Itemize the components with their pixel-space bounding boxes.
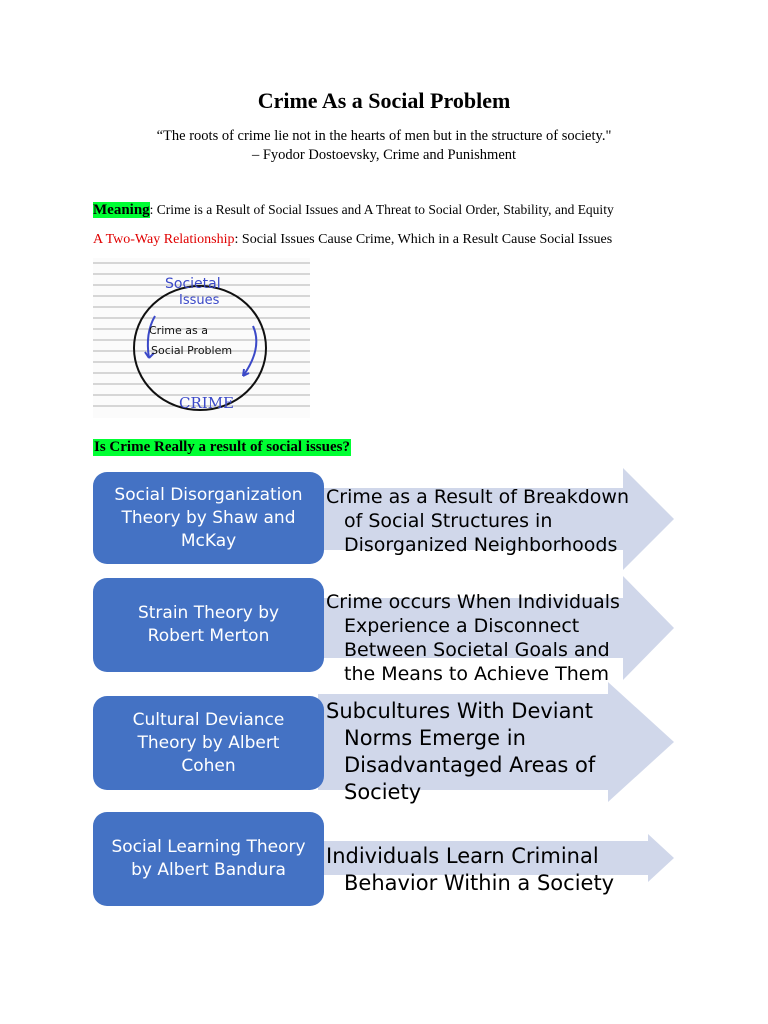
sketch-label-top-2: Issues — [179, 293, 220, 308]
desc-line: Crime occurs When Individuals — [326, 591, 620, 613]
two-way-label: A Two-Way Relationship — [93, 232, 235, 247]
theory-row-cultural-deviance — [93, 682, 693, 804]
theory-name-line: Theory by Shaw and — [121, 507, 296, 528]
sketch-label-top: Societal — [165, 276, 221, 292]
sketch-center-1: Crime as a — [149, 324, 208, 337]
desc-line: Disadvantaged Areas of — [344, 753, 596, 777]
theory-name-line: Theory by Albert — [137, 732, 280, 753]
desc-line: Experience a Disconnect — [344, 615, 580, 637]
theory-name-line: Cohen — [181, 755, 236, 776]
epigraph-quote — [0, 127, 768, 165]
desc-line: the Means to Achieve Them — [344, 663, 609, 685]
desc-line: Subcultures With Deviant — [326, 699, 594, 723]
sketch-center-2: Social Problem — [151, 344, 233, 357]
theory-row-social-learning — [93, 810, 693, 910]
theory-box — [93, 578, 324, 672]
meaning-label: Meaning — [93, 202, 150, 218]
theory-name-line: by Albert Bandura — [131, 860, 286, 880]
desc-line: of Social Structures in — [344, 510, 553, 532]
sketch-label-bottom: CRIME — [179, 394, 235, 412]
quote-attribution: – Fyodor Dostoevsky, Crime and Punishment — [251, 147, 517, 163]
desc-line: Disorganized Neighborhoods — [344, 534, 618, 556]
theory-name-line: Strain Theory by — [137, 603, 280, 623]
theory-box — [93, 812, 324, 906]
desc-line: Between Societal Goals and — [344, 639, 610, 661]
desc-line: Norms Emerge in — [344, 726, 526, 750]
section-question: Is Crime Really a result of social issues? — [94, 439, 350, 455]
desc-line: Individuals Learn Criminal — [326, 844, 599, 868]
meaning-text: : Crime is a Result of Social Issues and A Threat to Social Order, Stability, and Equity — [149, 202, 614, 217]
theory-description — [326, 485, 629, 557]
theory-name-line: Social Disorganization — [114, 484, 303, 505]
meaning-line — [93, 202, 614, 219]
theory-description — [326, 698, 595, 806]
handwritten-cycle-sketch — [93, 258, 310, 418]
desc-line: Crime as a Result of Breakdown — [326, 486, 629, 508]
theory-row-strain — [93, 576, 693, 686]
theory-name-line: Robert Merton — [147, 626, 270, 646]
theory-description — [326, 843, 614, 897]
theory-name-line: Cultural Deviance — [132, 709, 285, 730]
quote-text: “The roots of crime lie not in the hearts of men but in the structure of society." — [156, 128, 612, 144]
theory-box — [93, 696, 324, 790]
theory-row-social-disorganization — [93, 468, 693, 570]
two-way-text: : Social Issues Cause Crime, Which in a Result Cause Social Issues — [234, 232, 613, 247]
two-way-line — [93, 232, 612, 248]
theory-box — [93, 472, 324, 564]
page-title: Crime As a Social Problem — [257, 88, 511, 113]
theory-name-line: McKay — [180, 530, 237, 551]
desc-line: Society — [344, 780, 422, 804]
desc-line: Behavior Within a Society — [344, 871, 615, 895]
theory-description — [326, 590, 620, 686]
theory-name-line: Social Learning Theory — [111, 837, 306, 857]
